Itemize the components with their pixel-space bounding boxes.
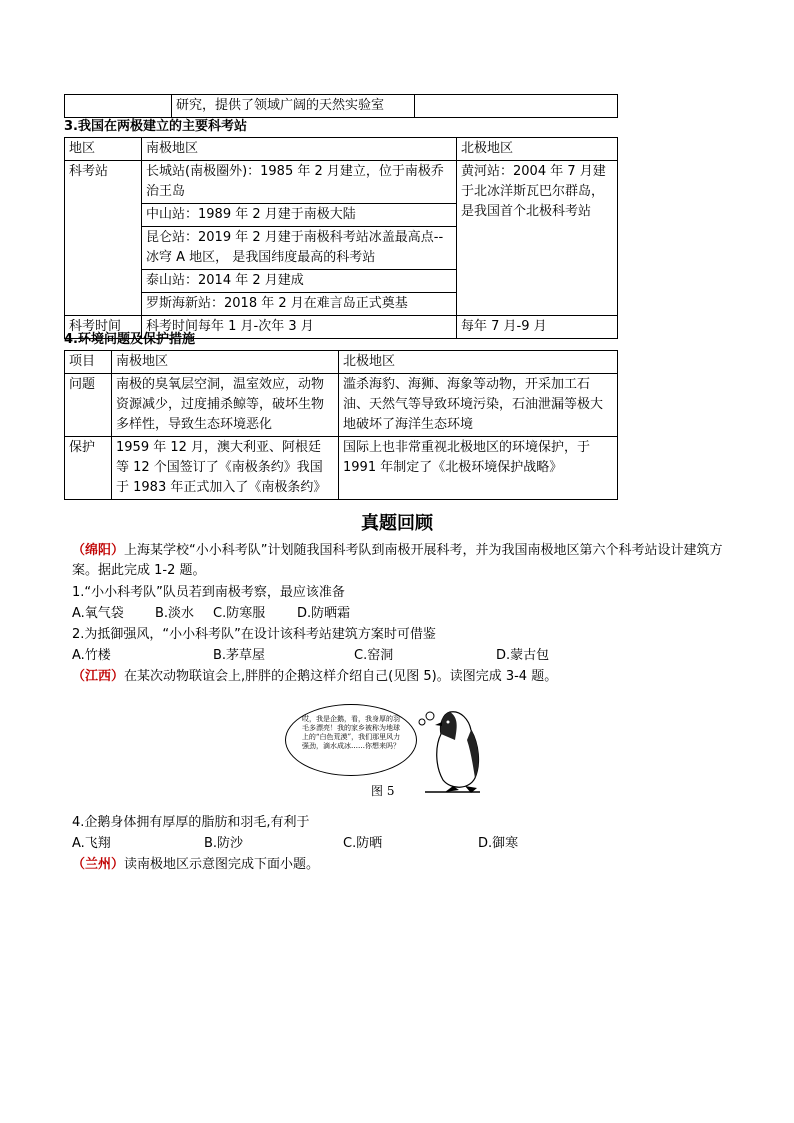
q1-option-a: A.氧气袋 (72, 606, 124, 621)
q2-option-a: A.竹楼 (72, 648, 111, 663)
source-tag-lanzhou: （兰州） (72, 857, 125, 872)
jiangxi-intro (72, 667, 557, 687)
source-tag-jiangxi: （江西） (72, 669, 125, 684)
mianyang-intro (72, 541, 732, 581)
station-zhongshan: 中山站：1989 年 2 月建于南极大陆 (142, 204, 457, 227)
q4-option-a: A.飞翔 (72, 836, 111, 851)
q4-option-d: D.御寒 (478, 836, 519, 851)
env-problem-south: 南极的臭氧层空洞，温室效应，动物资源减少，过度捕杀鲸等，破坏生物多样性，导致生态环境恶化 (112, 374, 339, 437)
stations-header-region: 地区 (65, 138, 142, 161)
q1-option-c: C.防寒服 (213, 606, 266, 621)
stations-table (64, 137, 618, 339)
section3-title: 3.我国在两极建立的主要科考站 (64, 119, 247, 134)
stations-header-south: 南极地区 (142, 138, 457, 161)
lanzhou-text: 读南极地区示意图完成下面小题。 (124, 857, 320, 872)
question-4: 4.企鹅身体拥有厚厚的脂肪和羽毛,有利于 (72, 815, 310, 830)
station-kunlun: 昆仑站：2019 年 2 月建于南极科考站冰盖最高点--冰穹 A 地区， 是我国纬度最高的科考站 (142, 227, 457, 270)
station-huanghe: 黄河站：2004 年 7 月建于北冰洋斯瓦巴尔群岛，是我国首个北极科考站 (457, 161, 618, 316)
jiangxi-text: 在某次动物联谊会上,胖胖的企鹅这样介绍自己(见图 5)。读图完成 3-4 题。 (124, 669, 558, 684)
question-1: 1.“小小科考队”队员若到南极考察，最应该准备 (72, 585, 345, 600)
review-heading: 真题回顾 (361, 513, 433, 534)
time-south: 科考时间每年 1 月-次年 3 月 (142, 316, 457, 339)
q2-option-d: D.蒙古包 (496, 648, 550, 663)
env-row-label-protect: 保护 (65, 437, 112, 500)
lanzhou-intro (72, 855, 319, 875)
env-protect-south: 1959 年 12 月，澳大利亚、阿根廷等 12 个国签订了《南极条约》我国于 1983 年正式加入了《南极条约》 (112, 437, 339, 500)
section4-title: 4.环境问题及保护措施 (64, 332, 195, 347)
time-label: 科考时间 (65, 316, 142, 339)
question-2: 2.为抵御强风，“小小科考队”在设计该科考站建筑方案时可借鉴 (72, 627, 436, 642)
stations-header-north: 北极地区 (457, 138, 618, 161)
station-changcheng: 长城站(南极圈外)：1985 年 2 月建立，位于南极乔治王岛 (142, 161, 457, 204)
environment-table (64, 350, 618, 500)
time-north: 每年 7 月-9 月 (457, 316, 618, 339)
intro-text: 上海某学校“小小科考队”计划随我国科考队到南极开展科考，并为我国南极地区第六个科考站设计建筑方案。据此完成 1-2 题。 (72, 543, 723, 578)
q4-option-c: C.防晒 (343, 836, 383, 851)
env-header-north: 北极地区 (339, 351, 618, 374)
station-taishan: 泰山站：2014 年 2 月建成 (142, 270, 457, 293)
env-header-south: 南极地区 (112, 351, 339, 374)
q4-option-b: B.防沙 (204, 836, 244, 851)
source-tag-mianyang: （绵阳） (72, 543, 125, 558)
q1-option-d: D.防晒霜 (297, 606, 351, 621)
figure-caption: 图 5 (371, 784, 395, 798)
station-luosihai: 罗斯海新站：2018 年 2 月在难言岛正式奠基 (142, 293, 457, 316)
bubble-text: 哎，我是企鹅，看，我身厚的羽毛多漂亮！我的家乡被称为地球上的“白色荒漠”，我们那里风力强劲，滴水成冰……你想来吗？ (301, 715, 401, 750)
top-cell-text: 研究，提供了领域广阔的天然实验室 (172, 95, 415, 118)
q2-option-c: C.窑洞 (354, 648, 394, 663)
q1-option-b: B.淡水 (155, 606, 195, 621)
top-cell-empty (65, 95, 172, 118)
env-problem-north: 滥杀海豹、海狮、海象等动物，开采加工石油、天然气等导致环境污染，石油泄漏等极大地破坏了海洋生态环境 (339, 374, 618, 437)
env-protect-north: 国际上也非常重视北极地区的环境保护，于 1991 年制定了《北极环境保护战略》 (339, 437, 618, 500)
q2-option-b: B.茅草屋 (213, 648, 266, 663)
env-header-item: 项目 (65, 351, 112, 374)
top-cell-empty-right (415, 95, 618, 118)
penguin-figure (285, 700, 485, 805)
stations-row-label: 科考站 (65, 161, 142, 316)
top-table (64, 94, 618, 118)
env-row-label-problem: 问题 (65, 374, 112, 437)
